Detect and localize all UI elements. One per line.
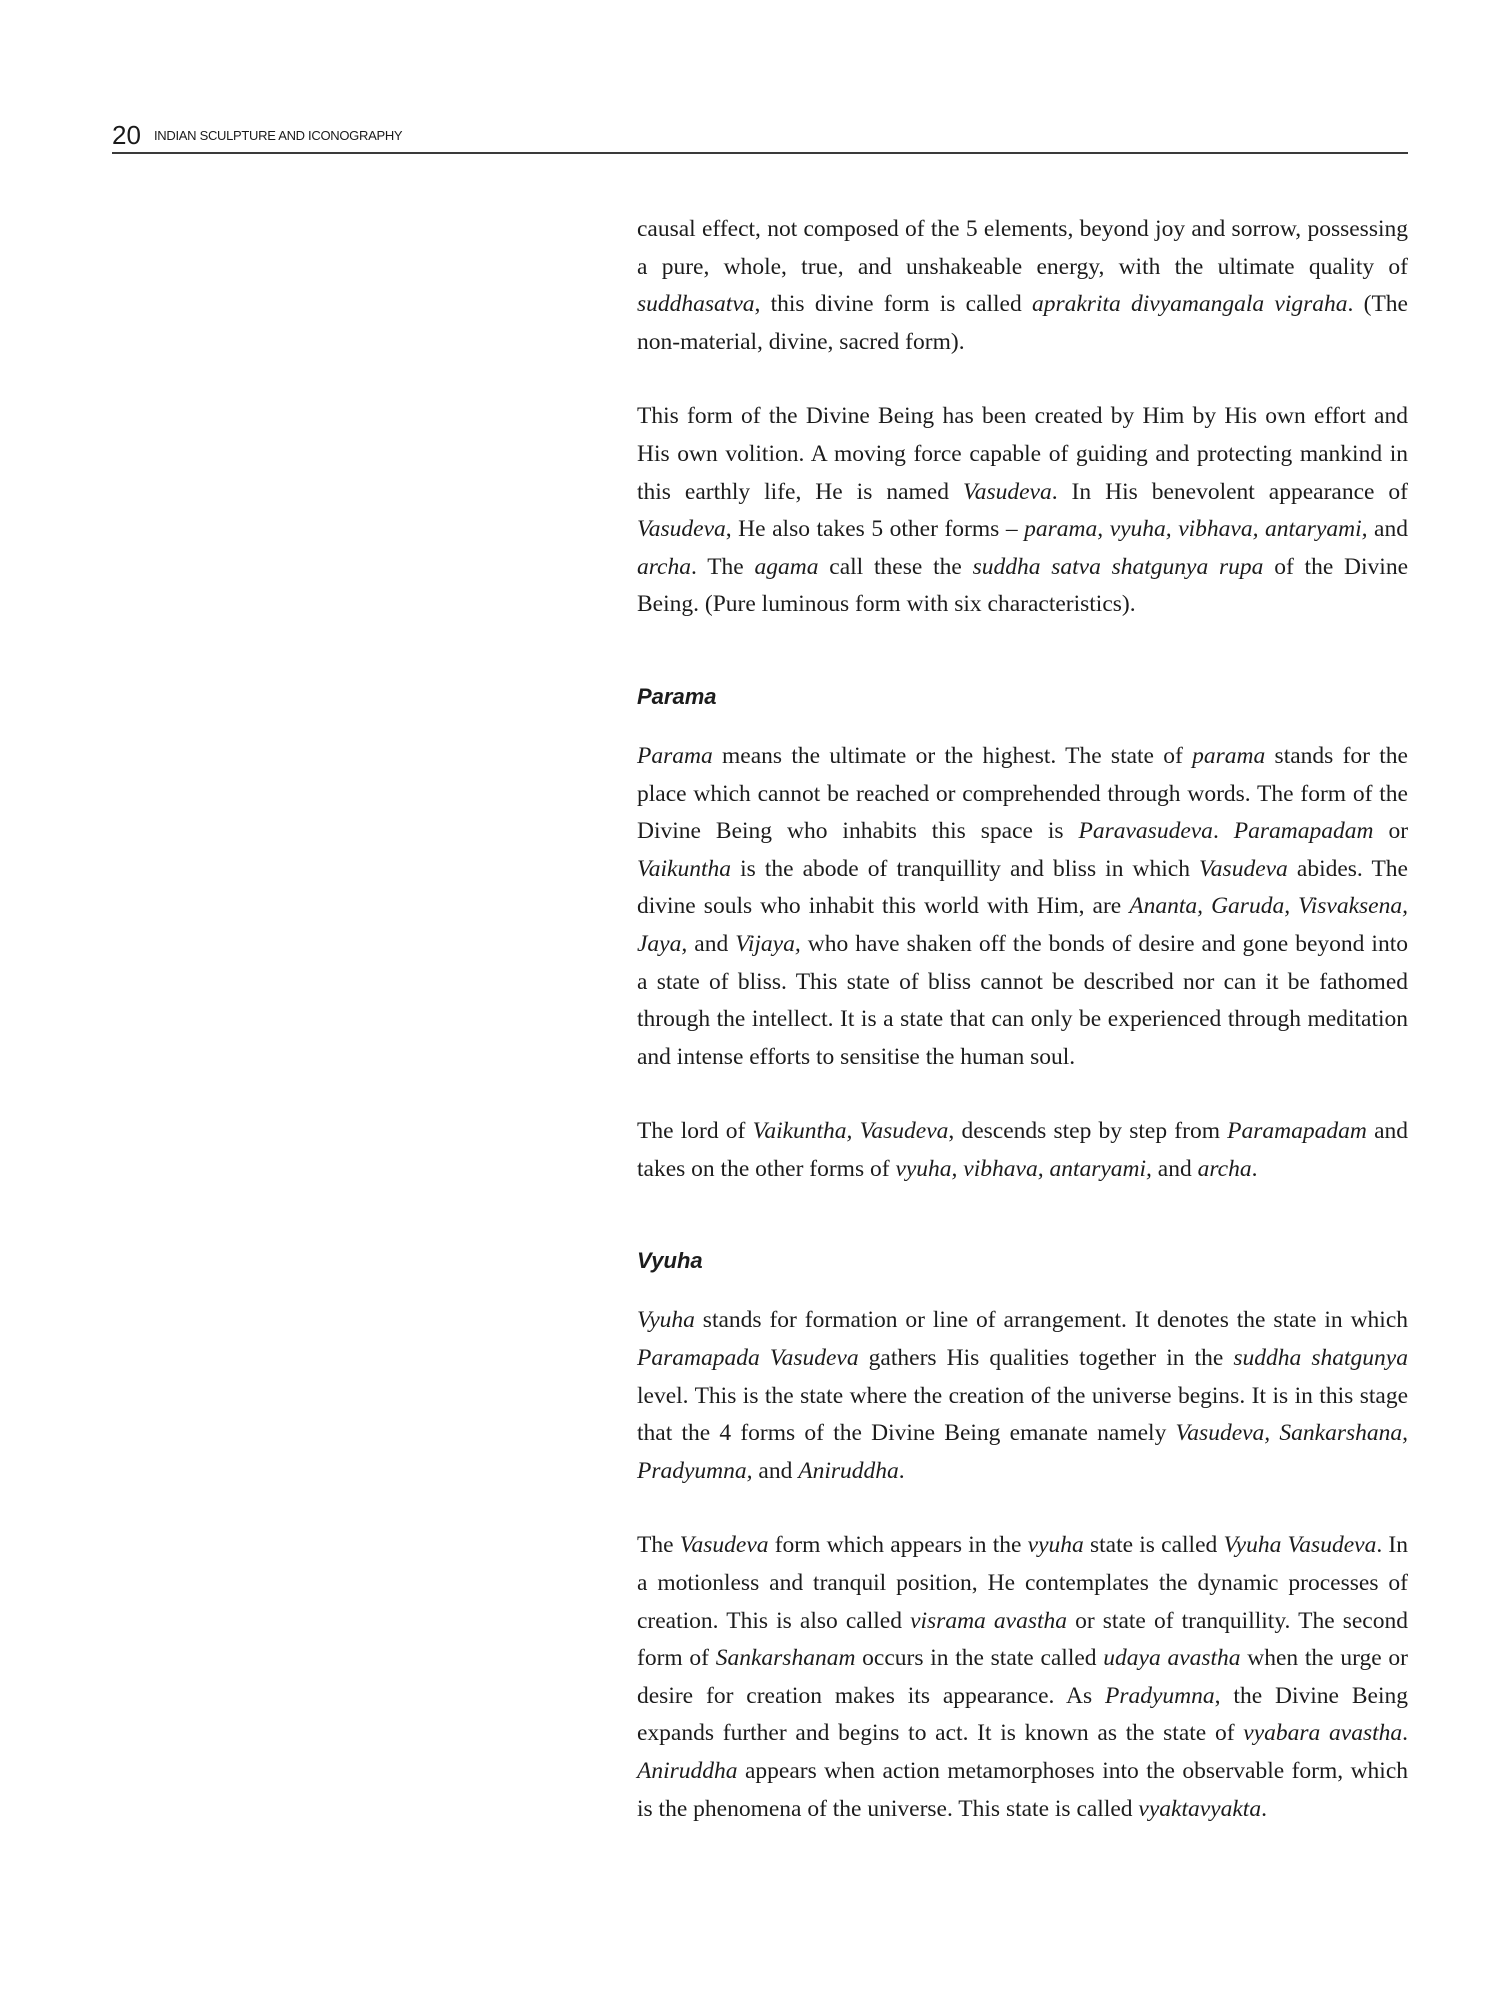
- text-run: of the Divine Being. (Pure luminous form with six characteristics).: [637, 553, 1408, 618]
- text-run: , the Divine Being expands further and begins to act. It is known as the state of: [637, 1682, 1408, 1747]
- italic-term: Vyuha: [637, 1307, 695, 1334]
- text-run: appears when action metamorphoses into the observable form, which is the phenomena of the universe. This state is called: [637, 1758, 1408, 1822]
- text-run: .: [898, 1457, 905, 1484]
- paragraph: [637, 398, 1408, 624]
- text-run: , descends step by step from: [948, 1118, 1228, 1145]
- text-run: who have shaken off the bonds of desire and gone beyond into a state of bliss. This state of bliss cannot be described nor can it be fathomed through the intellect. It is a state that can only be experienced through meditation and intense efforts to sensitise the human soul.: [637, 930, 1408, 1070]
- text-run: level. This is the state where the creation of the universe begins. It is in this stage that the 4 forms of the Divine Being emanate namely: [637, 1382, 1408, 1447]
- text-run: stands for the place which cannot be reached or comprehended through words. The form of the Divine Being who inhabits this space is: [637, 742, 1408, 845]
- italic-term: Paravasudeva: [1078, 818, 1213, 845]
- italic-term: suddhasatva: [637, 291, 755, 318]
- italic-term: Vasudeva: [637, 516, 726, 543]
- italic-term: aprakrita divyamangala vigraha: [1031, 291, 1348, 318]
- text-run: , He also takes 5 other forms –: [725, 516, 1025, 543]
- italic-term: Vyuha Vasudeva: [1223, 1532, 1377, 1559]
- italic-term: visrama avastha: [910, 1607, 1067, 1634]
- italic-term: suddha shatgunya: [1233, 1345, 1408, 1372]
- text-run: and takes on the other forms of: [637, 1118, 1409, 1182]
- text-run: This form of the Divine Being has been created by Him by His own effort and His own volition. A moving force capable of guiding and protecting mankind in this earthly life, He is named: [637, 403, 1408, 505]
- italic-term: archa: [1197, 1155, 1252, 1182]
- paragraph: [637, 1527, 1408, 1828]
- italic-term: Pradyumna: [1105, 1682, 1215, 1709]
- text-run: when the urge or desire for creation makes its appearance. As: [637, 1645, 1408, 1709]
- italic-term: Vasudeva, Sankarshana, Pradyumna,: [637, 1420, 1408, 1484]
- italic-term: archa: [637, 553, 691, 580]
- italic-term: suddha satva shatgunya rupa: [972, 553, 1264, 580]
- italic-term: Vaikuntha: [637, 855, 731, 882]
- text-run: .: [1212, 818, 1234, 845]
- italic-term: parama, vyuha, vibhava, antaryami,: [1024, 516, 1368, 543]
- italic-term: udaya avastha: [1103, 1645, 1241, 1672]
- text-run: abides. The divine souls who inhabit this world with Him, are: [637, 855, 1408, 920]
- section-heading-parama: Parama: [637, 683, 717, 709]
- paragraph: [637, 211, 1408, 361]
- text-run: form which appears in the: [768, 1532, 1028, 1559]
- text-run: . (The non-material, divine, sacred form).: [637, 291, 1408, 355]
- text-run: The lord of: [637, 1118, 753, 1145]
- text-run: state is called: [1083, 1532, 1224, 1559]
- text-column: [637, 211, 1408, 1865]
- italic-term: vyuha, vibhava, antaryami,: [895, 1155, 1152, 1182]
- text-run: call these the: [818, 553, 973, 580]
- text-run: means the ultimate or the highest. The state of: [712, 742, 1193, 769]
- italic-term: Aniruddha: [637, 1758, 738, 1784]
- italic-term: vyabara avastha: [1243, 1720, 1403, 1747]
- page-number: 20: [112, 120, 141, 150]
- italic-term: Vasudeva: [679, 1532, 769, 1559]
- italic-term: Aniruddha: [798, 1457, 899, 1484]
- section-heading-vyuha: Vyuha: [637, 1248, 703, 1274]
- text-run: .: [1251, 1155, 1258, 1182]
- text-run: causal effect, not composed of the 5 elements, beyond joy and sorrow, possessing a pure, whole, true, and unshakeable energy, with the ultimate quality of: [637, 216, 1408, 280]
- italic-term: Vijaya,: [735, 930, 801, 957]
- italic-term: Vaikuntha, Vasudeva: [752, 1118, 949, 1145]
- text-run: is the abode of tranquillity and bliss in which: [731, 855, 1200, 882]
- text-run: and: [752, 1457, 799, 1484]
- text-run: stands for formation or line of arrangement. It denotes the state in which: [694, 1307, 1408, 1334]
- italic-term: agama: [754, 553, 819, 580]
- text-run: The: [637, 1532, 680, 1559]
- text-run: . In a motionless and tranquil position, He contemplates the dynamic processes of creation. This is also called: [637, 1532, 1408, 1634]
- italic-term: parama: [1192, 742, 1266, 769]
- italic-term: Vasudeva: [962, 478, 1052, 505]
- italic-term: Parama: [637, 742, 713, 769]
- italic-term: Paramapadam: [1227, 1118, 1367, 1145]
- text-run: occurs in the state called: [855, 1645, 1104, 1672]
- text-run: gathers His qualities together in the: [858, 1345, 1234, 1372]
- paragraph: [637, 1302, 1408, 1490]
- text-run: . The: [690, 553, 755, 580]
- italic-term: Sankarshanam: [715, 1645, 856, 1672]
- text-run: .: [1402, 1720, 1408, 1747]
- text-run: and: [687, 930, 736, 957]
- paragraph: [637, 1113, 1408, 1188]
- italic-term: Vasudeva: [1199, 855, 1288, 882]
- text-run: and: [1367, 516, 1408, 543]
- running-head: [112, 118, 1408, 154]
- text-run: and: [1151, 1155, 1198, 1182]
- paragraph: [637, 738, 1408, 1076]
- italic-term: Paramapadam: [1233, 818, 1374, 845]
- text-run: or: [1373, 818, 1409, 845]
- text-run: . In His benevolent appearance of: [1051, 478, 1408, 505]
- italic-term: Paramapada Vasudeva: [637, 1345, 859, 1372]
- italic-term: vyaktavyakta: [1138, 1795, 1262, 1822]
- italic-term: Ananta, Garuda, Visvaksena, Jaya,: [637, 893, 1408, 957]
- text-run: .: [1261, 1795, 1267, 1822]
- text-run: or state of tranquillity. The second form of: [637, 1607, 1408, 1672]
- text-run: , this divine form is called: [754, 291, 1032, 318]
- running-title: INDIAN SCULPTURE AND ICONOGRAPHY: [154, 128, 403, 143]
- italic-term: vyuha: [1027, 1532, 1084, 1559]
